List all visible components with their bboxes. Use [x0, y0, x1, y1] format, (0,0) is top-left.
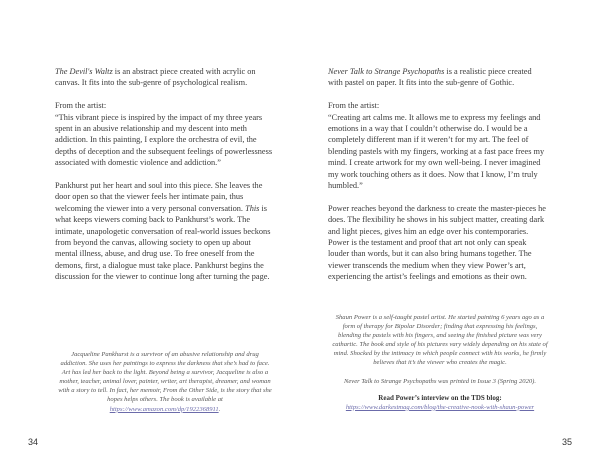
artwork-title: Never Talk to Strange Psychopaths: [328, 67, 445, 76]
left-intro-paragraph: [55, 66, 273, 89]
right-analysis-paragraph: Power reaches beyond the darkness to create the master-pieces he does. The flexibility he shows in his subject matter, creating dark and light pieces, gives him an edge over his contemporaries. Power is the testament and proof that art not only can speak louder than words, but it can also bring humans together. The viewer transcends the medium when they view Power’s art, experiencing the artist’s feelings and emotions as their own.: [328, 203, 546, 282]
bio-text: Shaun Power is a self-taught pastel artist. He started painting 6 years ago as a form of therapy for Bipolar Disorder; finding that expressing his feelings, blending the pastels with his fingers, and seeing the finished picture was very cathartic. The book and style of his pictures vary widely depending on his state of mind. Shocked by the intimacy in which people connect with his works, he firmly believes that it’s the viewer who creates the magic.: [332, 314, 548, 367]
artist-quote: “This vibrant piece is inspired by the impact of my three years spent in an abusive relationship and my descent into meth addiction. In this painting, I explore the orchestra of evil, the depths of deception and the subsequent feelings of powerlessness associated with domestic violence and addiction.”: [55, 112, 273, 168]
bio-end: .: [218, 405, 221, 413]
artwork-title: The Devil's Waltz: [55, 67, 113, 76]
intro-text: is an abstract piece created with acrylic on canvas. It fits into the sub-genre of psychological realism.: [55, 67, 256, 88]
right-intro-paragraph: [328, 66, 548, 89]
right-article-body: [328, 66, 548, 294]
blog-link[interactable]: https://www.darkestmag.com/blog/the-creative-nook-with-shaun-power: [345, 403, 535, 411]
artist-quote: “Creating art calms me. It allows me to express my feelings and emotions in a way that I couldn’t otherwise do. I would be a completely different man if it weren’t for my art. The feel of blending pastels with my fingers, working at a fast pace frees my mind. I create artwork for my own well-being. I never imagined my work touching others as it does. Now that I know, I’m truly humbled.”: [328, 112, 545, 191]
blog-heading: Read Power’s interview on the TDS blog:: [378, 393, 502, 402]
printed-note: Never Talk to Strange Psychopaths was printed in Issue 3 (Spring 2020).: [343, 377, 537, 385]
left-analysis-paragraph: [55, 180, 273, 283]
analysis-text-b: is what keeps viewers coming back to Pankhurst’s work. The intimate, unapologetic conversation of real-world issues beckons from beyond the canvas, allowing society to open up about mental illness, abuse, and drug use. To free oneself from the demons, first, a dialogue must take place. Pankhurst begins the discussion for the viewer to continue long after turning the page.: [55, 203, 271, 282]
from-artist-label: From the artist:: [328, 101, 380, 111]
right-artist-bio: [332, 313, 548, 412]
intro-text: is a realistic piece created with pastel on paper. It fits into the sub-genre of Gothic.: [328, 67, 532, 88]
page-number-right: 35: [562, 437, 573, 447]
page-number-left: 34: [28, 437, 39, 447]
bio-text: Jacqueline Pankhurst is a survivor of an abusive relationship and drug addiction. She uses her paintings to express the darkness that she’s had to face. Art has led her back to the light. Beyond being a survivor, Jacqueline is also a mother, teacher, animal lover, painter, writer, art therapist, dreamer, and woman with a story to tell. In fact, her memoir, From the Other Side, is the story that she hopes helps others. The book is available at: [58, 351, 272, 404]
analysis-text-a: Pankhurst put her heart and soul into this piece. She leaves the door open so that the viewer feels her intimate pain, thus welcoming the viewer into a very personal conversation.: [55, 181, 263, 213]
amazon-link[interactable]: https://www.amazon.com/dp/1922368911: [109, 405, 219, 413]
left-article-body: [55, 66, 273, 294]
left-artist-bio: [58, 350, 272, 414]
analysis-emphasis: This: [245, 203, 260, 213]
right-page: [300, 0, 600, 463]
from-artist-label: From the artist:: [55, 101, 107, 111]
